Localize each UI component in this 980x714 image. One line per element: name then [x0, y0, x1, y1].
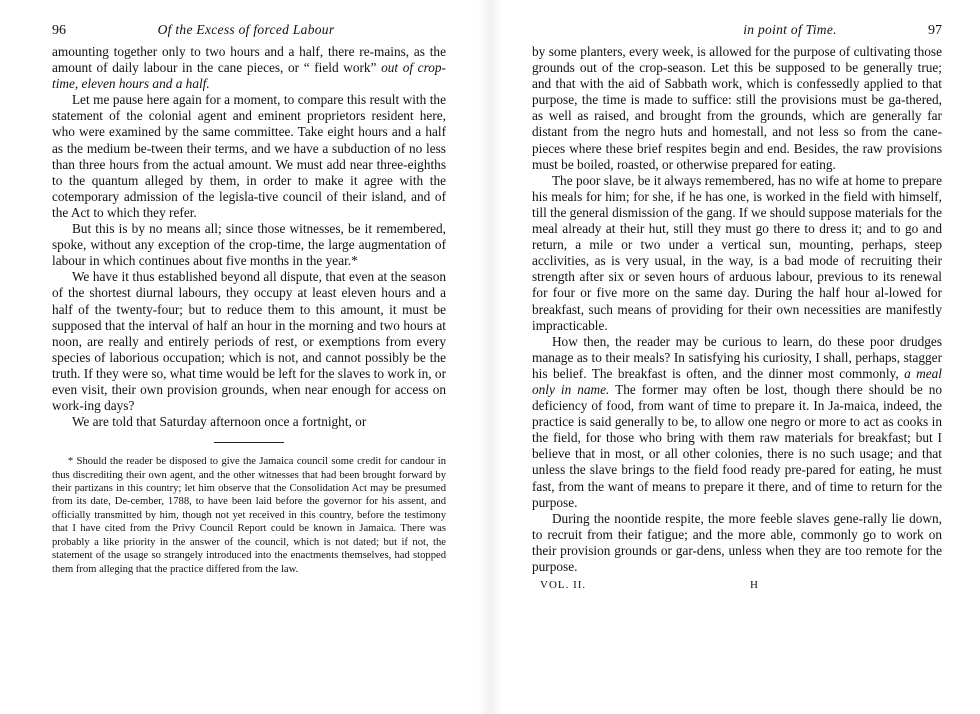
left-running-head: Of the Excess of forced Labour	[157, 22, 335, 37]
emphasis-text: out of crop-time, eleven hours and a half.	[52, 60, 446, 92]
signature-mark: H	[750, 579, 759, 592]
right-page	[500, 0, 980, 714]
book-gutter	[478, 0, 502, 714]
right-running-header	[532, 22, 942, 44]
paragraph: How then, the reader may be curious to learn, do these poor drudges manage as to their meals? In satisfying his curiosity, I shall, perhaps, stagger his belief. The breakfast is often, and the dinner most commonly, a meal only in name. The former may often be lost, though there should be no deficiency of food, from want of time to prepare it. In Ja-maica, indeed, the practice is said generally to be, to allow one negro or more to act as cooks in the field, for those who bring with them raw materials for breakfast; but I believe that in most, or all other colonies, there is no such usage; and that unless the slave brings to the field food ready pre-pared for eating, he must fast, from the want of means to prepare it there, and of time to return for the purpose.	[532, 333, 943, 510]
footnote-rule	[214, 442, 284, 443]
paragraph: amounting together only to two hours and a half, there re-mains, as the amount of daily labour in the cane pieces, or “ field work” out of crop-time, eleven hours and a half.	[52, 44, 446, 92]
paragraph: But this is by no means all; since those witnesses, be it remembered, spoke, without any exception of the crop-time, the large augmentation of labour in which continues about five months in the year.*	[52, 221, 446, 269]
paragraph: by some planters, every week, is allowed for the purpose of cultivating those grounds out of the crop-season. Let this be supposed to be generally true; and that with the aid of Sabbath work, which is confessedly applied to that purpose, the time is made to suffice: still the provisions must be ga-thered, as well as raised, and brought from the grounds, which are generally far distant from the negro huts and homestall, and not less so from the cane-pieces where these brief respites begin and end. Besides, the raw provisions must be boiled, roasted, or otherwise prepared for eating.	[532, 44, 942, 172]
paragraph: The poor slave, be it always remembered, has no wife at home to prepare his meals for him; for she, if he has one, is worked in the field with himself, till the general dismission of the gang. If we should suppose materials for the meal already at their hut, still they must go there to dress it; and to go and return, a mile or two under a vertical sun, mounting, perhaps, steep acclivities, as is very usual, in the way, is a bad mode of recruiting their strength after six or seven hours of arduous labour, previous to its renewal for four or five more on the same day. During the half hour al-lowed for breakfast, such means of providing for their own necessities are manifestly impracticable.	[532, 172, 942, 333]
paragraph: We have it thus established beyond all dispute, that even at the season of the shortest diurnal labours, they occupy at least eleven hours and a half of the twenty-four; but to reduce them to this amount, it must be supposed that the interval of half an hour in the morning and two hours at noon, are really and entirely periods of rest, or exemptions from every species of laborious occupation; which is not, and cannot possibly be the truth. If they were so, what time would be left for the slaves to work in, or even visit, their own provision grounds, when near enough for access on work-ing days?	[52, 269, 447, 414]
left-running-header	[52, 22, 446, 44]
right-running-head: in point of Time.	[743, 22, 837, 37]
footnote-text: * Should the reader be disposed to give the Jamaica council some credit for candour in thus discrediting their own agent, and the other witnesses that had been brought forward by their partizans in this country; let him observe that the Consolidation Act may be presumed from its date, De-cember, 1788, to have been laid before the governor for his assent, and officially transmitted by him, though not yet received in this country, before the testimony that I have cited from the Privy Council Report could be known in Jamaica. There was probably a like priority in the answer of the council, which is not dated; but if not, the statement of the usage so strangely introduced into the enactments themselves, had stopped them from alleging that the practice differed from the law.	[52, 456, 446, 575]
paragraph: Let me pause here again for a moment, to compare this result with the statement of the colonial agent and eminent proprietors resident here, who were examined by the same committee. Take eight hours and a half as the medium be-tween their terms, and we have a subduction of no less than three hours from the actual amount. We must add near three-eighths to the quantum alleged by them, in order to make it agree with the cotemporary admission of the legisla-tive council of their island, and of the Act to which they refer.	[52, 92, 446, 220]
left-page	[0, 0, 480, 714]
footnote	[52, 455, 446, 576]
left-body-text	[52, 44, 446, 430]
page-footer	[532, 579, 942, 591]
paragraph: We are told that Saturday afternoon once a fortnight, or	[71, 414, 367, 430]
right-body-text	[532, 44, 942, 575]
right-page-number: 97	[927, 23, 942, 38]
left-page-number: 96	[52, 23, 66, 38]
volume-label: VOL. II.	[540, 579, 587, 592]
emphasis-text: a meal only in name.	[532, 365, 942, 397]
paragraph: During the noontide respite, the more feeble slaves gene-rally lie down, to recruit from their fatigue; and the more able, commonly go to work on their provision grounds or gar-dens, unless when they are too remote for the purpose.	[532, 510, 942, 574]
